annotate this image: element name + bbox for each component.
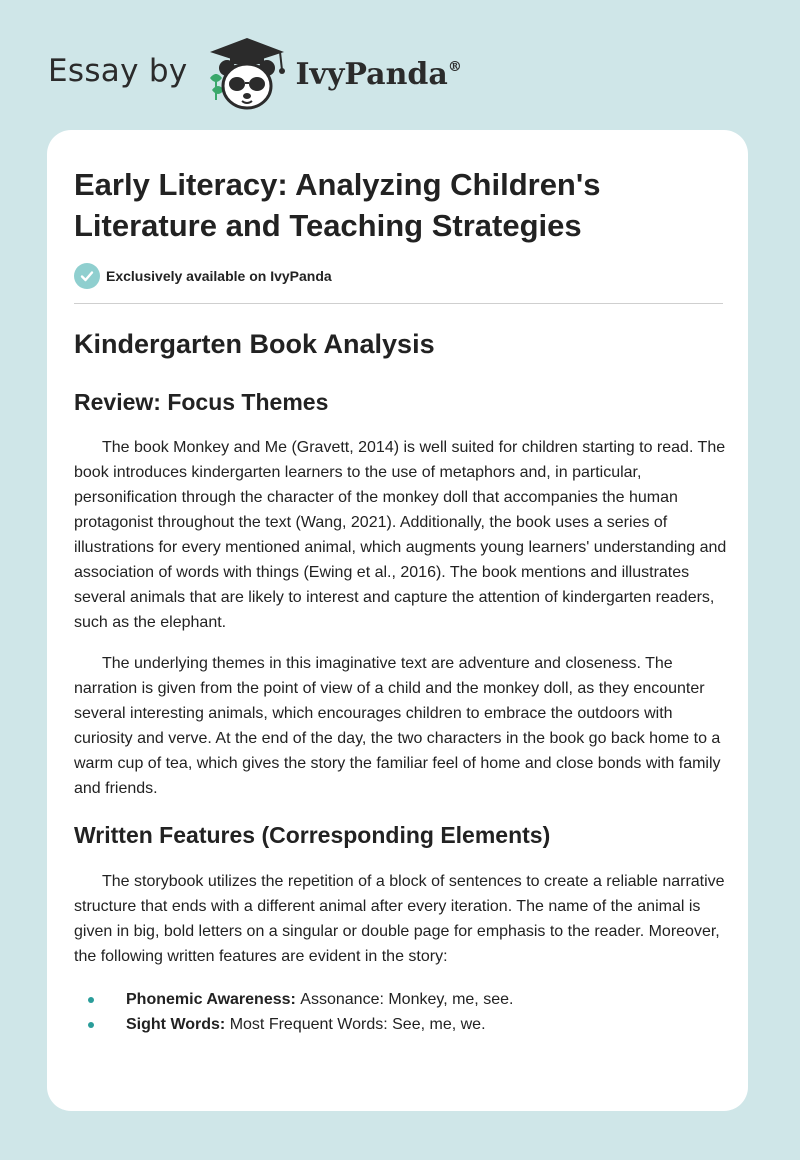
feature-text: Assonance: Monkey, me, see. [300,991,514,1008]
feature-term: Phonemic Awareness: [126,991,301,1008]
check-icon [74,263,100,289]
exclusive-label: Exclusively available on IvyPanda [106,268,332,284]
exclusive-badge [74,263,332,289]
ivypanda-logo [202,34,292,114]
list-item [74,1012,513,1037]
subsection-heading-written-features: Written Features (Corresponding Elements) [74,822,551,848]
brand-name: IvyPanda® [295,56,462,92]
bullet-icon [88,997,94,1003]
divider [74,303,723,304]
section-heading: Kindergarten Book Analysis [74,329,435,359]
bullet-icon [88,1022,94,1028]
paragraph: The underlying themes in this imaginative text are adventure and closeness. The narration is given from the point of view of a child and the monkey doll, as they encounter several interesting animals, which encourages children to embrace the outdoors with curiosity and verve. At the end of the day, the two characters in the book go back home to a warm cup of tea, which gives the story the familiar feel of home and close bonds with family and friends. [74,655,721,797]
article-title: Early Literacy: Analyzing Children's Literature and Teaching Strategies [74,167,601,243]
brand-prefix: Essay by [48,53,188,89]
features-list [74,987,513,1037]
subsection-heading-review: Review: Focus Themes [74,389,329,415]
feature-term: Sight Words: [126,1016,230,1033]
paragraph: The storybook utilizes the repetition of a block of sentences to create a reliable narrative structure that ends with a different animal after every iteration. The name of the animal is given in big, bold letters on a singular or double page for emphasis to the reader. Moreover, the following written features are evident in the story: [74,873,725,965]
list-item [74,987,513,1012]
feature-text: Most Frequent Words: See, me, we. [229,1016,486,1033]
article-card [47,130,748,1111]
brand-header[interactable] [48,34,462,114]
paragraph: The book Monkey and Me (Gravett, 2014) is well suited for children starting to read. The book introduces kindergarten learners to the use of metaphors and, in particular, personification through the character of the monkey doll that accompanies the human protagonist throughout the text (Wang, 2021). Additionally, the book uses a series of illustrations for every mentioned animal, which augments young learners' understanding and association of words with things (Ewing et al., 2016). The book mentions and illustrates several animals that are likely to interest and capture the attention of kindergarten readers, such as the elephant. [74,439,727,631]
